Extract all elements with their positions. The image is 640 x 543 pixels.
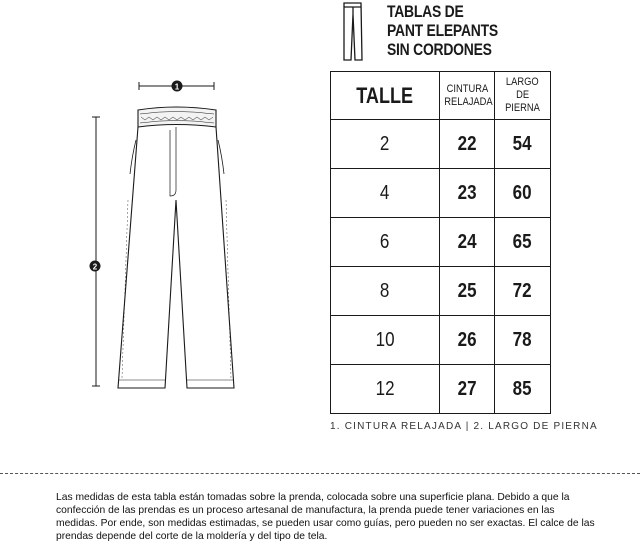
cell-cintura: 27 [440, 365, 495, 414]
cell-largo: 60 [495, 169, 551, 218]
divider [0, 473, 640, 474]
cell-cintura: 26 [440, 316, 495, 365]
cell-largo: 78 [495, 316, 551, 365]
header-talle: TALLE [331, 72, 440, 120]
table-row [331, 365, 551, 414]
table-row [331, 267, 551, 316]
marker-2-label: 2 [92, 262, 98, 272]
table-row [331, 120, 551, 169]
page-title [387, 2, 498, 59]
pants-icon [344, 3, 362, 60]
cell-talle: 4 [331, 169, 440, 218]
header-largo: LARGO DE PIERNA [495, 72, 551, 120]
cell-cintura: 23 [440, 169, 495, 218]
cell-talle: 12 [331, 365, 440, 414]
table-row [331, 169, 551, 218]
header-cintura: CINTURA RELAJADA [440, 72, 495, 120]
marker-2-badge [90, 261, 101, 272]
size-table [330, 71, 551, 414]
cell-talle: 2 [331, 120, 440, 169]
cell-largo: 72 [495, 267, 551, 316]
cell-cintura: 22 [440, 120, 495, 169]
marker-1-label: 1 [174, 82, 180, 92]
length-measure-arrow [92, 117, 100, 386]
title-line-3: SIN CORDONES [387, 40, 492, 59]
disclaimer-text: Las medidas de esta tabla están tomadas sobre la prenda, colocada sobre una superficie plana. Debido a que la confección de las prendas es un proceso artesanal de manufactura, la prenda puede tener variaciones en las medidas. Por ende, son medidas estimadas, se pueden usar como guías, pero pueden no ser exactas. El calce de las prendas depende del corte de la moldería y del tipo de tela. [56, 492, 595, 542]
marker-1-badge [172, 81, 183, 92]
title-line-1: TABLAS DE [387, 2, 464, 21]
cell-largo: 65 [495, 218, 551, 267]
title-line-2: PANT ELEPANTS [387, 21, 498, 40]
cell-talle: 8 [331, 267, 440, 316]
table-row [331, 218, 551, 267]
cell-cintura: 25 [440, 267, 495, 316]
cell-largo: 54 [495, 120, 551, 169]
cell-talle: 10 [331, 316, 440, 365]
cell-largo: 85 [495, 365, 551, 414]
cell-talle: 6 [331, 218, 440, 267]
measurement-legend: 1. CINTURA RELAJADA | 2. LARGO DE PIERNA [330, 421, 598, 432]
table-row [331, 316, 551, 365]
table-header-row [331, 72, 551, 120]
pants-outline [118, 107, 234, 388]
cell-cintura: 24 [440, 218, 495, 267]
